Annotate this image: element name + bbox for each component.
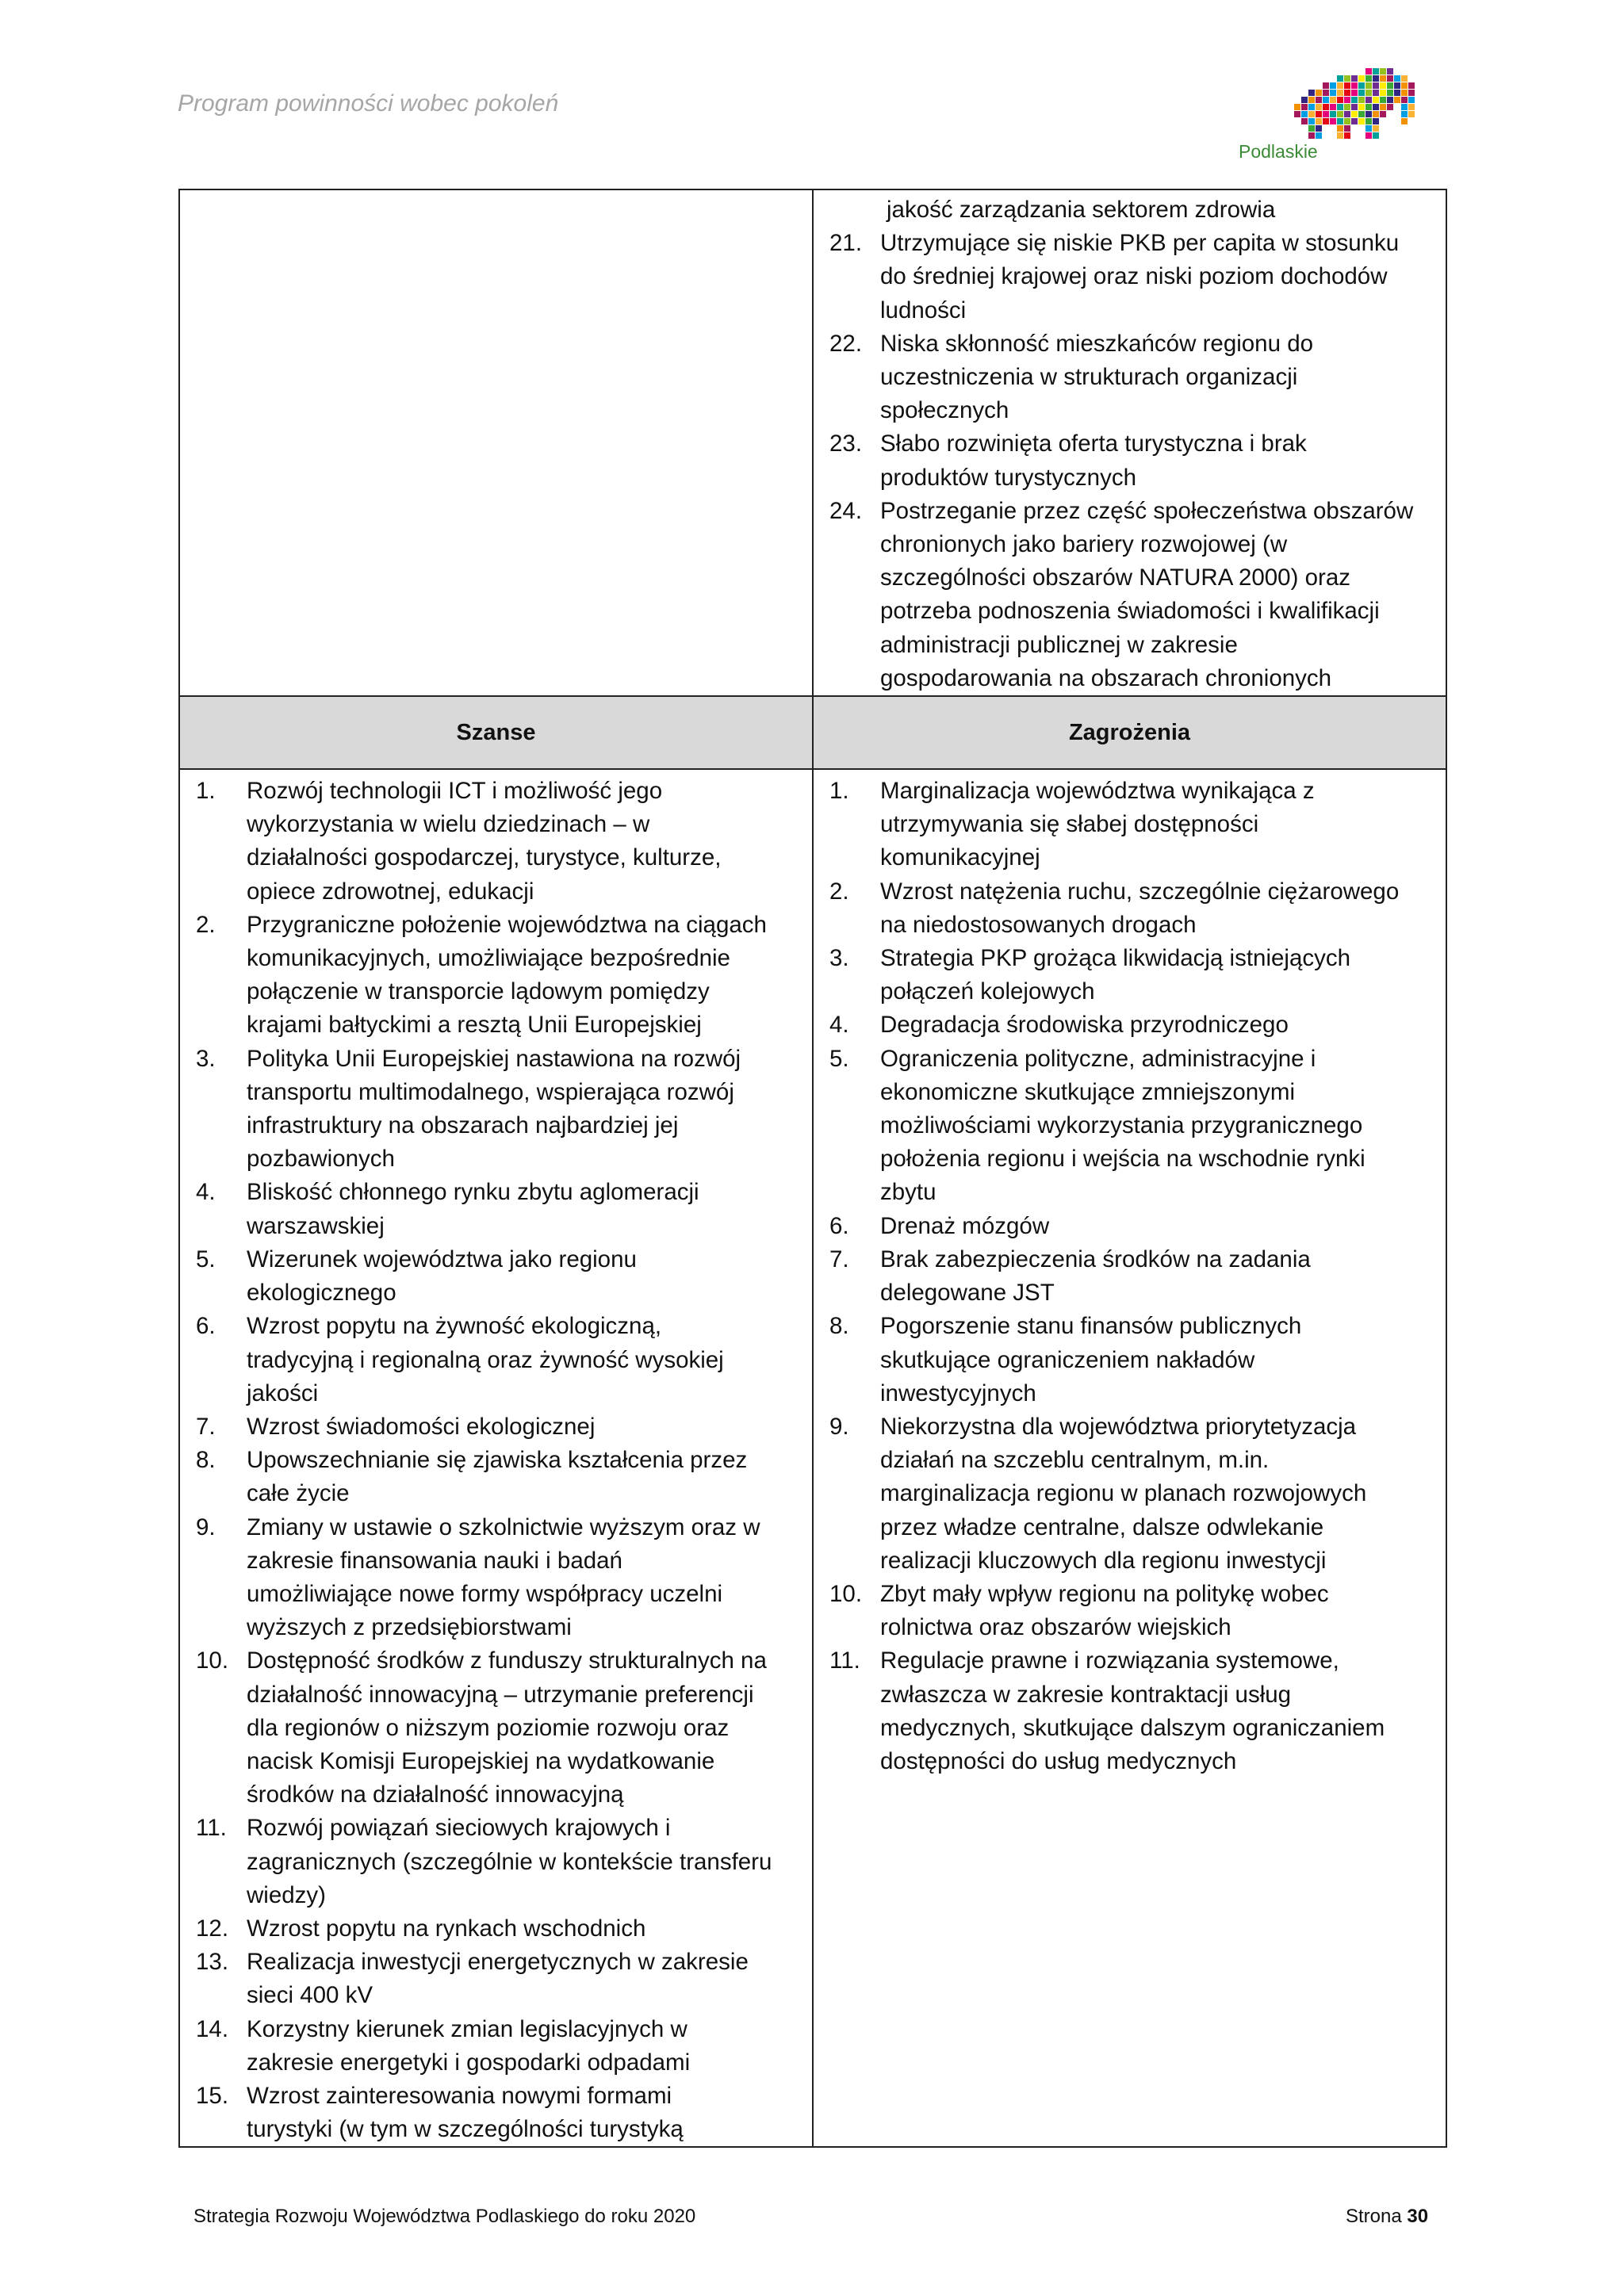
opportunities-item-number: 10.	[196, 1647, 229, 1674]
content-row	[179, 769, 1446, 2147]
opportunities-item-number: 13.	[196, 1949, 229, 1976]
opportunities-item	[190, 1812, 802, 1912]
opportunities-item	[190, 1043, 802, 1177]
threats-heading: Zagrożenia	[813, 696, 1446, 769]
threats-item-text: Brak zabezpieczenia środków na zadania delegowane JST	[880, 1246, 1311, 1307]
opportunities-item-number: 6.	[196, 1313, 216, 1340]
weakness-item-text: Utrzymujące się niskie PKB per capita w stosunku do średniej krajowej oraz niski poziom dochodów ludności	[880, 230, 1400, 323]
threats-item-text: Ograniczenia polityczne, administracyjne i ekonomiczne skutkujące zmniejszonymi możliwościami wykorzystania przygranicznego położenia regionu i wejścia na wschodnie rynki zbytu	[880, 1045, 1365, 1206]
opportunities-item-number: 2.	[196, 911, 216, 938]
opportunities-item	[190, 2080, 802, 2146]
page-number: 30	[1407, 2206, 1429, 2227]
threats-item-number: 2.	[829, 878, 849, 905]
opportunities-item-text: Wzrost popytu na żywność ekologiczną, tradycyjną i regionalną oraz żywność wysokiej jakości	[247, 1313, 724, 1406]
threats-item-text: Pogorszenie stanu finansów publicznych skutkujące ograniczeniem nakładów inwestycyjnych	[880, 1313, 1302, 1406]
footer-page-number	[1346, 2206, 1428, 2228]
weakness-item-number: 23.	[829, 430, 863, 457]
threats-item-number: 4.	[829, 1012, 849, 1039]
threats-item-text: Niekorzystna dla województwa priorytetyzacja działań na szczeblu centralnym, m.in. marginalizacja regionu w planach rozwojowych przez władze centralne, dalsze odwlekanie realizacji kluczowych dla regionu inwestycji	[880, 1413, 1367, 1574]
threats-item	[823, 875, 1436, 942]
threats-item-text: Zbyt mały wpływ regionu na politykę wobec rolnictwa oraz obszarów wiejskich	[880, 1580, 1329, 1641]
threats-item	[823, 1410, 1436, 1578]
opportunities-item-text: Rozwój powiązań sieciowych krajowych i zagranicznych (szczególnie w kontekście transferu wiedzy)	[247, 1815, 772, 1908]
opportunities-item-number: 7.	[196, 1413, 216, 1440]
weakness-item-number: 22.	[829, 330, 863, 357]
opportunities-item-number: 4.	[196, 1179, 216, 1206]
weakness-item	[823, 427, 1436, 494]
weakness-item-text: Niska skłonność mieszkańców regionu do uczestniczenia w strukturach organizacji społecznych	[880, 330, 1314, 424]
opportunities-item-number: 11.	[196, 1815, 227, 1842]
logo-label: Podlaskie	[1239, 141, 1318, 162]
threats-item	[823, 1008, 1436, 1042]
opportunities-item-text: Zmiany w ustawie o szkolnictwie wyższym oraz w zakresie finansowania nauki i badań umożliwiające nowe formy współpracy uczelni wyższych z przedsiębiorstwami	[247, 1513, 760, 1641]
opportunities-item	[190, 1176, 802, 1242]
opportunities-item-text: Wzrost świadomości ekologicznej	[247, 1413, 596, 1440]
weakness-item-number: 24.	[829, 497, 863, 524]
weakness-continued-line: jakość zarządzania sektorem zdrowia	[887, 197, 1276, 223]
threats-item-number: 1.	[829, 778, 849, 805]
threats-item	[823, 1210, 1436, 1243]
threats-item-number: 5.	[829, 1045, 849, 1072]
threats-item	[823, 942, 1436, 1008]
opportunities-item	[190, 1310, 802, 1410]
opportunities-item-number: 1.	[196, 778, 216, 805]
opportunities-item-text: Wzrost zainteresowania nowymi formami turystyki (w tym w szczególności turystyką	[247, 2082, 684, 2143]
page-label: Strona	[1346, 2206, 1402, 2227]
opportunities-item	[190, 1410, 802, 1444]
threats-item-number: 9.	[829, 1413, 849, 1440]
opportunities-item	[190, 1644, 802, 1812]
threats-item-text: Wzrost natężenia ruchu, szczególnie ciężarowego na niedostosowanych drogach	[880, 878, 1400, 938]
opportunities-item-text: Przygraniczne położenie województwa na ciągach komunikacyjnych, umożliwiające bezpośrednie połączenie w transporcie lądowym pomiędzy krajami bałtyckimi a resztą Unii Europejskiej	[247, 911, 767, 1039]
threats-item	[823, 1644, 1436, 1778]
opportunities-item-text: Korzystny kierunek zmian legislacyjnych w zakresie energetyki i gospodarki odpadami	[247, 2015, 691, 2076]
opportunities-item-number: 9.	[196, 1513, 216, 1540]
threats-item	[823, 1310, 1436, 1410]
opportunities-item-number: 5.	[196, 1246, 216, 1272]
opportunities-heading: Szanse	[179, 696, 813, 769]
opportunities-item-number: 15.	[196, 2082, 229, 2109]
opportunities-item	[190, 1912, 802, 1946]
opportunities-item-number: 8.	[196, 1447, 216, 1474]
opportunities-item	[190, 909, 802, 1043]
opportunities-item-text: Rozwój technologii ICT i możliwość jego wykorzystania w wielu dziedzinach – w działalności gospodarczej, turystyce, kulturze, opiece zdrowotnej, edukacji	[247, 778, 722, 905]
threats-item	[823, 1578, 1436, 1644]
opportunities-item-text: Upowszechnianie się zjawiska kształcenia przez całe życie	[247, 1447, 748, 1507]
opportunities-item-text: Bliskość chłonnego rynku zbytu aglomeracji warszawskiej	[247, 1179, 699, 1239]
threats-item-number: 10.	[829, 1580, 863, 1607]
opportunities-list	[180, 770, 812, 2146]
threats-list	[814, 770, 1446, 1778]
threats-item-number: 11.	[829, 1647, 860, 1674]
weakness-item-number: 21.	[829, 230, 863, 257]
weakness-item	[823, 227, 1436, 327]
threats-cell	[813, 769, 1446, 2147]
heading-row	[179, 696, 1446, 769]
empty-strengths-cell	[179, 189, 813, 696]
footer-document-title: Strategia Rozwoju Województwa Podlaskiego do roku 2020	[193, 2206, 696, 2227]
threats-item-text: Strategia PKP grożąca likwidacją istniejących połączeń kolejowych	[880, 945, 1351, 1005]
threats-item-number: 6.	[829, 1212, 849, 1239]
threats-item	[823, 1043, 1436, 1210]
weakness-item	[823, 495, 1436, 695]
threats-item-text: Regulacje prawne i rozwiązania systemowe, zwłaszcza w zakresie kontraktacji usług medycznych, skutkujące dalszym ograniczaniem dostępności do usług medycznych	[880, 1647, 1385, 1774]
opportunities-item-text: Polityka Unii Europejskiej nastawiona na rozwój transportu multimodalnego, wspierająca rozwój infrastruktury na obszarach najbardziej jej pozbawionych	[247, 1045, 741, 1173]
weaknesses-list	[814, 227, 1446, 695]
threats-item-text: Marginalizacja województwa wynikająca z utrzymywania się słabej dostępności komunikacyjnej	[880, 778, 1315, 871]
weakness-item-text: Słabo rozwinięta oferta turystyczna i brak produktów turystycznych	[880, 430, 1307, 491]
opportunities-item-text: Wzrost popytu na rynkach wschodnich	[247, 1915, 646, 1942]
opportunities-item	[190, 1444, 802, 1510]
threats-item	[823, 1243, 1436, 1310]
weaknesses-continuation-row	[179, 189, 1446, 696]
weakness-item	[823, 327, 1436, 428]
threats-item-text: Drenaż mózgów	[880, 1212, 1050, 1239]
opportunities-item	[190, 775, 802, 909]
opportunities-item	[190, 2013, 802, 2080]
threats-item-number: 8.	[829, 1313, 849, 1340]
opportunities-item	[190, 1243, 802, 1310]
weaknesses-continued-cell	[813, 189, 1446, 696]
opportunities-item-text: Realizacja inwestycji energetycznych w zakresie sieci 400 kV	[247, 1949, 749, 2009]
threats-item-text: Degradacja środowiska przyrodniczego	[880, 1012, 1289, 1039]
opportunities-item	[190, 1946, 802, 2012]
opportunities-item	[190, 1511, 802, 1645]
opportunities-item-number: 3.	[196, 1045, 216, 1072]
opportunities-item-number: 12.	[196, 1915, 229, 1942]
opportunities-item-number: 14.	[196, 2015, 229, 2042]
opportunities-item-text: Wizerunek województwa jako regionu ekologicznego	[247, 1246, 637, 1307]
threats-item-number: 7.	[829, 1246, 849, 1272]
swot-table	[178, 189, 1447, 2148]
threats-item	[823, 775, 1436, 875]
opportunities-item-text: Dostępność środków z funduszy strukturalnych na działalność innowacyjną – utrzymanie preferencji dla regionów o niższym poziomie rozwoju oraz nacisk Komisji Europejskiej na wydatkowanie środków na działalność innowacyjną	[247, 1647, 767, 1808]
opportunities-cell	[179, 769, 813, 2147]
weakness-item-text: Postrzeganie przez część społeczeństwa obszarów chronionych jako bariery rozwojowej (w szczególności obszarów NATURA 2000) oraz potrzeba podnoszenia świadomości i kwalifikacji administracji publicznej w zakresie gospodarowania na obszarach chronionych	[880, 497, 1414, 691]
threats-item-number: 3.	[829, 945, 849, 972]
running-header: Program powinności wobec pokoleń	[178, 90, 559, 117]
